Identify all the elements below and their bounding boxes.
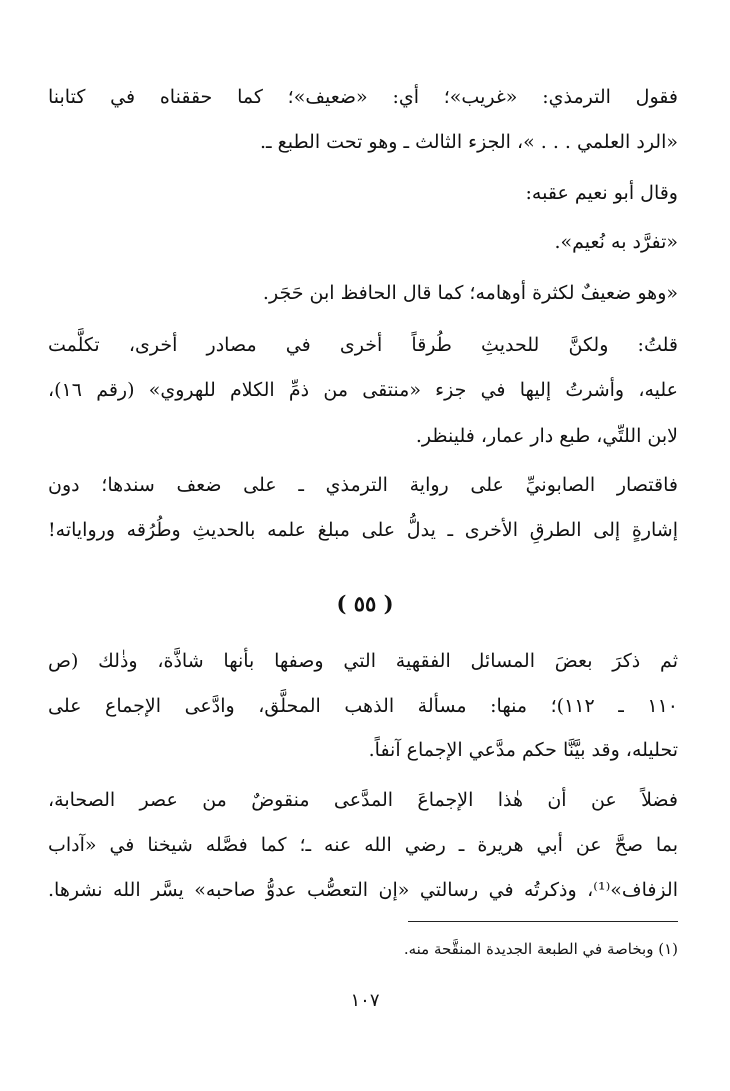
text-line: «وهو ضعيفٌ لكثرة أوهامه؛ كما قال الحافظ ابن حَجَر. [262, 282, 678, 304]
text-line: «الرد العلمي . . . »، الجزء الثالث ـ وهو تحت الطبع ـ. [259, 131, 678, 153]
text-line: فضلاً عن أن هٰذا الإجماعَ المدَّعى منقوضٌ من عصر الصحابة، [48, 789, 678, 811]
section-heading: ( ٥٥ ) [336, 591, 394, 616]
text-line: بما صحَّ عن أبي هريرة ـ رضي الله عنه ـ؛ كما فصَّله شيخنا في «آداب [48, 834, 678, 856]
text-line: وقال أبو نعيم عقبه: [525, 182, 678, 204]
text-line: قلتُ: ولكنَّ للحديثِ طُرقاً أخرى في مصادر أخرى، تكلَّمت [48, 334, 678, 356]
text-line: عليه، وأشرتُ إليها في جزء «منتقى من ذمِّ الكلام للهروي» (رقم ١٦)، [48, 379, 678, 401]
footnote-divider [408, 921, 678, 922]
text-line: إشارةٍ إلى الطرقِ الأخرى ـ يدلُّ على مبلغ علمه بالحديثِ وطُرُقه ورواياته! [48, 519, 678, 541]
text-line: ١١٠ ـ ١١٢)؛ منها: مسألة الذهب المحلَّق، وادَّعى الإجماع على [48, 695, 678, 717]
text-line: فقول الترمذي: «غريب»؛ أي: «ضعيف»؛ كما حققناه في كتابنا [48, 86, 678, 108]
text-line: «تفرَّد به نُعيم». [554, 231, 678, 253]
page-number: ١٠٧ [350, 990, 380, 1011]
text-line: لابن اللتِّي، طبع دار عمار، فلينظر. [415, 425, 678, 447]
text-line: فاقتصار الصابونيِّ على رواية الترمذي ـ على ضعف سندها؛ دون [48, 474, 678, 496]
text-line: الزفاف»⁽¹⁾، وذكرتُه في رسالتي «إن التعصُّب عدوُّ صاحبه» يسَّر الله نشرها. [48, 879, 678, 901]
text-line: ثم ذكرَ بعضَ المسائل الفقهية التي وصفها بأنها شاذَّة، وذٰلك (ص [48, 650, 678, 672]
footnote: (١) وبخاصة في الطبعة الجديدة المنقَّحة منه. [403, 940, 678, 958]
text-line: تحليله، وقد بيَّنَّا حكم مدَّعي الإجماع آنفاً. [368, 739, 678, 761]
